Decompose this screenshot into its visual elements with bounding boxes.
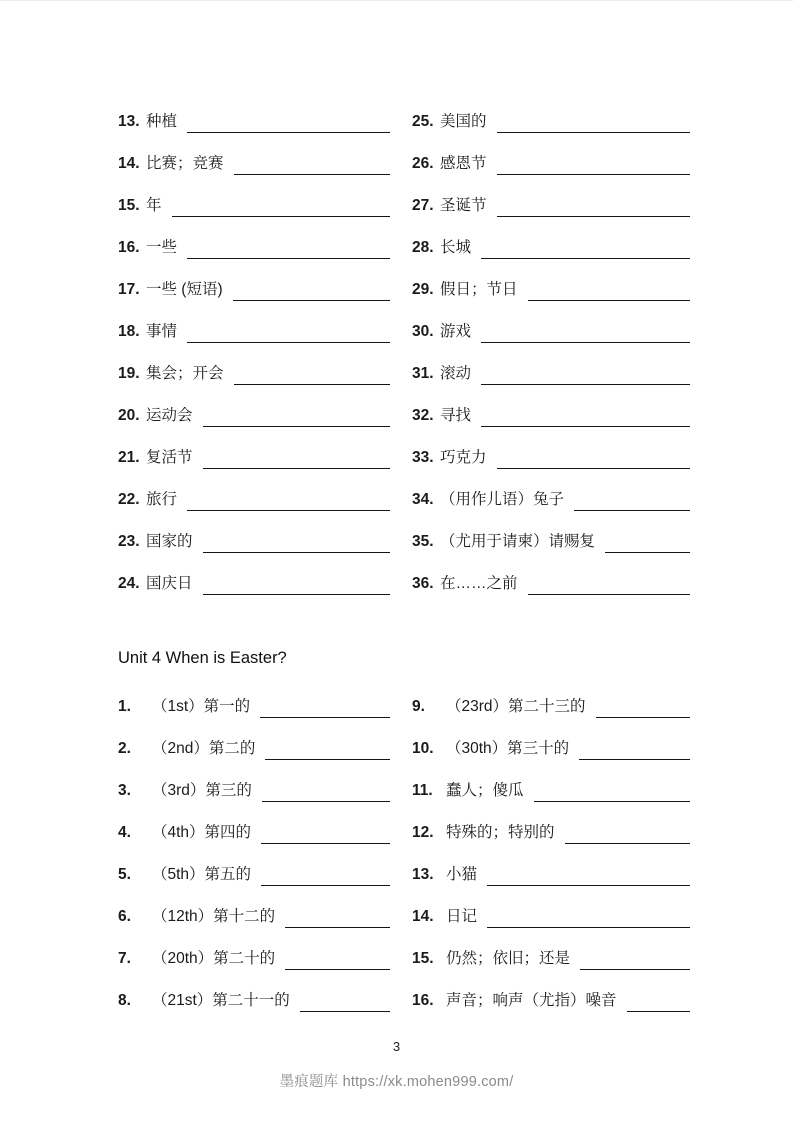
- vocab-row: [412, 98, 690, 140]
- answer-blank-line: [203, 464, 390, 469]
- vocab-row: [118, 266, 390, 308]
- vocab-row: [118, 560, 390, 602]
- vocab-row: [412, 683, 690, 725]
- vocab-row: [118, 809, 390, 851]
- item-number: 13.: [412, 866, 434, 884]
- item-chinese-meaning: 游戏: [440, 323, 472, 341]
- item-number: 2.: [118, 740, 131, 758]
- answer-blank-line: [285, 923, 390, 928]
- item-chinese-meaning: （2nd）第二的: [152, 740, 256, 758]
- item-number: 35.: [412, 533, 434, 551]
- unit4-section-title: Unit 4 When is Easter?: [118, 649, 287, 667]
- item-chinese-meaning: 国家的: [146, 533, 193, 551]
- vocab-row: [118, 98, 390, 140]
- item-chinese-meaning: 蠢人；傻瓜: [446, 782, 524, 800]
- item-chinese-meaning: 特殊的；特别的: [446, 824, 555, 842]
- answer-blank-line: [233, 296, 390, 301]
- answer-blank-line: [528, 590, 690, 595]
- vocab-row: [118, 434, 390, 476]
- answer-blank-line: [497, 464, 690, 469]
- vocab-row: [412, 476, 690, 518]
- item-number: 14.: [118, 155, 140, 173]
- answer-blank-line: [481, 338, 690, 343]
- item-chinese-meaning: 一些 (短语): [146, 281, 223, 299]
- answer-blank-line: [262, 797, 390, 802]
- item-chinese-meaning: 集会；开会: [146, 365, 224, 383]
- item-number: 26.: [412, 155, 434, 173]
- vocab-row: [412, 182, 690, 224]
- item-chinese-meaning: 日记: [446, 908, 478, 926]
- item-number: 3.: [118, 782, 131, 800]
- item-chinese-meaning: （4th）第四的: [152, 824, 252, 842]
- item-chinese-meaning: 国庆日: [146, 575, 193, 593]
- item-number: 14.: [412, 908, 434, 926]
- vocab-row: [118, 476, 390, 518]
- item-chinese-meaning: （20th）第二十的: [152, 950, 276, 968]
- item-chinese-meaning: 年: [146, 197, 162, 215]
- item-number: 8.: [118, 992, 131, 1010]
- answer-blank-line: [261, 881, 390, 886]
- item-number: 31.: [412, 365, 434, 383]
- item-number: 6.: [118, 908, 131, 926]
- answer-blank-line: [203, 422, 390, 427]
- item-number: 22.: [118, 491, 140, 509]
- answer-blank-line: [596, 713, 690, 718]
- item-chinese-meaning: （30th）第三十的: [446, 740, 570, 758]
- vocab-row: [412, 725, 690, 767]
- item-number: 19.: [118, 365, 140, 383]
- vocab-row: [118, 392, 390, 434]
- item-number: 16.: [118, 239, 140, 257]
- item-chinese-meaning: 比赛；竞赛: [146, 155, 224, 173]
- vocab-row: [412, 809, 690, 851]
- item-number: 29.: [412, 281, 434, 299]
- item-chinese-meaning: （23rd）第二十三的: [446, 698, 586, 716]
- vocab-section-2: [118, 683, 690, 1019]
- answer-blank-line: [234, 170, 390, 175]
- answer-blank-line: [627, 1007, 690, 1012]
- item-chinese-meaning: （用作儿语）兔子: [440, 491, 565, 509]
- item-chinese-meaning: （尤用于请柬）请赐复: [440, 533, 596, 551]
- answer-blank-line: [534, 797, 690, 802]
- item-number: 36.: [412, 575, 434, 593]
- answer-blank-line: [172, 212, 390, 217]
- answer-blank-line: [265, 755, 390, 760]
- answer-blank-line: [203, 548, 390, 553]
- section2-left-column: [118, 683, 390, 1019]
- item-chinese-meaning: （5th）第五的: [152, 866, 252, 884]
- item-number: 23.: [118, 533, 140, 551]
- vocab-row: [412, 266, 690, 308]
- page-number: 3: [392, 1039, 401, 1054]
- item-number: 30.: [412, 323, 434, 341]
- item-chinese-meaning: （1st）第一的: [152, 698, 251, 716]
- answer-blank-line: [579, 755, 690, 760]
- answer-blank-line: [565, 839, 690, 844]
- vocab-row: [412, 977, 690, 1019]
- answer-blank-line: [605, 548, 690, 553]
- vocab-row: [118, 350, 390, 392]
- vocab-row: [412, 224, 690, 266]
- item-chinese-meaning: 在……之前: [440, 575, 518, 593]
- item-chinese-meaning: 圣诞节: [440, 197, 487, 215]
- answer-blank-line: [487, 881, 690, 886]
- section1-left-column: [118, 98, 390, 602]
- item-number: 28.: [412, 239, 434, 257]
- worksheet-content: [118, 98, 690, 1019]
- item-number: 13.: [118, 113, 140, 131]
- item-chinese-meaning: （21st）第二十一的: [152, 992, 290, 1010]
- answer-blank-line: [187, 254, 390, 259]
- answer-blank-line: [187, 128, 390, 133]
- answer-blank-line: [497, 170, 690, 175]
- item-number: 25.: [412, 113, 434, 131]
- item-chinese-meaning: 种植: [146, 113, 178, 131]
- vocab-row: [412, 308, 690, 350]
- answer-blank-line: [187, 506, 390, 511]
- item-number: 20.: [118, 407, 140, 425]
- vocab-row: [118, 851, 390, 893]
- vocab-row: [118, 977, 390, 1019]
- answer-blank-line: [481, 422, 690, 427]
- vocab-row: [118, 308, 390, 350]
- item-number: 9.: [412, 698, 425, 716]
- item-number: 10.: [412, 740, 434, 758]
- item-number: 24.: [118, 575, 140, 593]
- answer-blank-line: [497, 212, 690, 217]
- answer-blank-line: [234, 380, 390, 385]
- vocab-row: [412, 767, 690, 809]
- vocab-row: [118, 683, 390, 725]
- item-chinese-meaning: 长城: [440, 239, 472, 257]
- item-number: 4.: [118, 824, 131, 842]
- item-chinese-meaning: 一些: [146, 239, 178, 257]
- item-number: 17.: [118, 281, 140, 299]
- vocab-row: [412, 935, 690, 977]
- item-number: 21.: [118, 449, 140, 467]
- section1-right-column: [412, 98, 690, 602]
- answer-blank-line: [497, 128, 690, 133]
- item-chinese-meaning: 仍然；依旧；还是: [446, 950, 571, 968]
- answer-blank-line: [481, 380, 690, 385]
- item-number: 16.: [412, 992, 434, 1010]
- item-number: 12.: [412, 824, 434, 842]
- item-number: 34.: [412, 491, 434, 509]
- vocab-row: [118, 725, 390, 767]
- item-chinese-meaning: 假日；节日: [440, 281, 518, 299]
- answer-blank-line: [487, 923, 690, 928]
- item-number: 18.: [118, 323, 140, 341]
- footer-source-text: 墨痕题库 https://xk.mohen999.com/: [279, 1074, 514, 1090]
- item-chinese-meaning: 美国的: [440, 113, 487, 131]
- vocab-row: [412, 350, 690, 392]
- item-chinese-meaning: 运动会: [146, 407, 193, 425]
- answer-blank-line: [261, 839, 390, 844]
- vocab-section-1: [118, 98, 690, 602]
- item-chinese-meaning: 感恩节: [440, 155, 487, 173]
- vocab-row: [118, 224, 390, 266]
- item-number: 5.: [118, 866, 131, 884]
- vocab-row: [412, 434, 690, 476]
- answer-blank-line: [203, 590, 390, 595]
- vocab-row: [118, 935, 390, 977]
- vocab-row: [412, 560, 690, 602]
- item-chinese-meaning: 小猫: [446, 866, 478, 884]
- vocab-row: [412, 392, 690, 434]
- vocab-row: [118, 140, 390, 182]
- item-number: 11.: [412, 782, 433, 800]
- item-number: 27.: [412, 197, 434, 215]
- answer-blank-line: [574, 506, 690, 511]
- vocab-row: [118, 182, 390, 224]
- item-number: 32.: [412, 407, 434, 425]
- item-number: 15.: [118, 197, 140, 215]
- answer-blank-line: [300, 1007, 390, 1012]
- item-chinese-meaning: （12th）第十二的: [152, 908, 276, 926]
- item-number: 15.: [412, 950, 434, 968]
- vocab-row: [412, 518, 690, 560]
- item-chinese-meaning: 寻找: [440, 407, 472, 425]
- vocab-row: [118, 767, 390, 809]
- section2-right-column: [412, 683, 690, 1019]
- item-chinese-meaning: （3rd）第三的: [152, 782, 252, 800]
- answer-blank-line: [528, 296, 690, 301]
- item-number: 1.: [118, 698, 131, 716]
- answer-blank-line: [187, 338, 390, 343]
- item-number: 33.: [412, 449, 434, 467]
- answer-blank-line: [580, 965, 690, 970]
- vocab-row: [412, 851, 690, 893]
- answer-blank-line: [260, 713, 390, 718]
- item-chinese-meaning: 滚动: [440, 365, 472, 383]
- item-chinese-meaning: 事情: [146, 323, 178, 341]
- answer-blank-line: [285, 965, 390, 970]
- vocab-row: [412, 893, 690, 935]
- item-chinese-meaning: 旅行: [146, 491, 178, 509]
- item-number: 7.: [118, 950, 131, 968]
- answer-blank-line: [481, 254, 690, 259]
- item-chinese-meaning: 巧克力: [440, 449, 487, 467]
- item-chinese-meaning: 复活节: [146, 449, 193, 467]
- vocab-row: [118, 518, 390, 560]
- item-chinese-meaning: 声音；响声（尤指）噪音: [446, 992, 617, 1010]
- vocab-row: [412, 140, 690, 182]
- vocab-row: [118, 893, 390, 935]
